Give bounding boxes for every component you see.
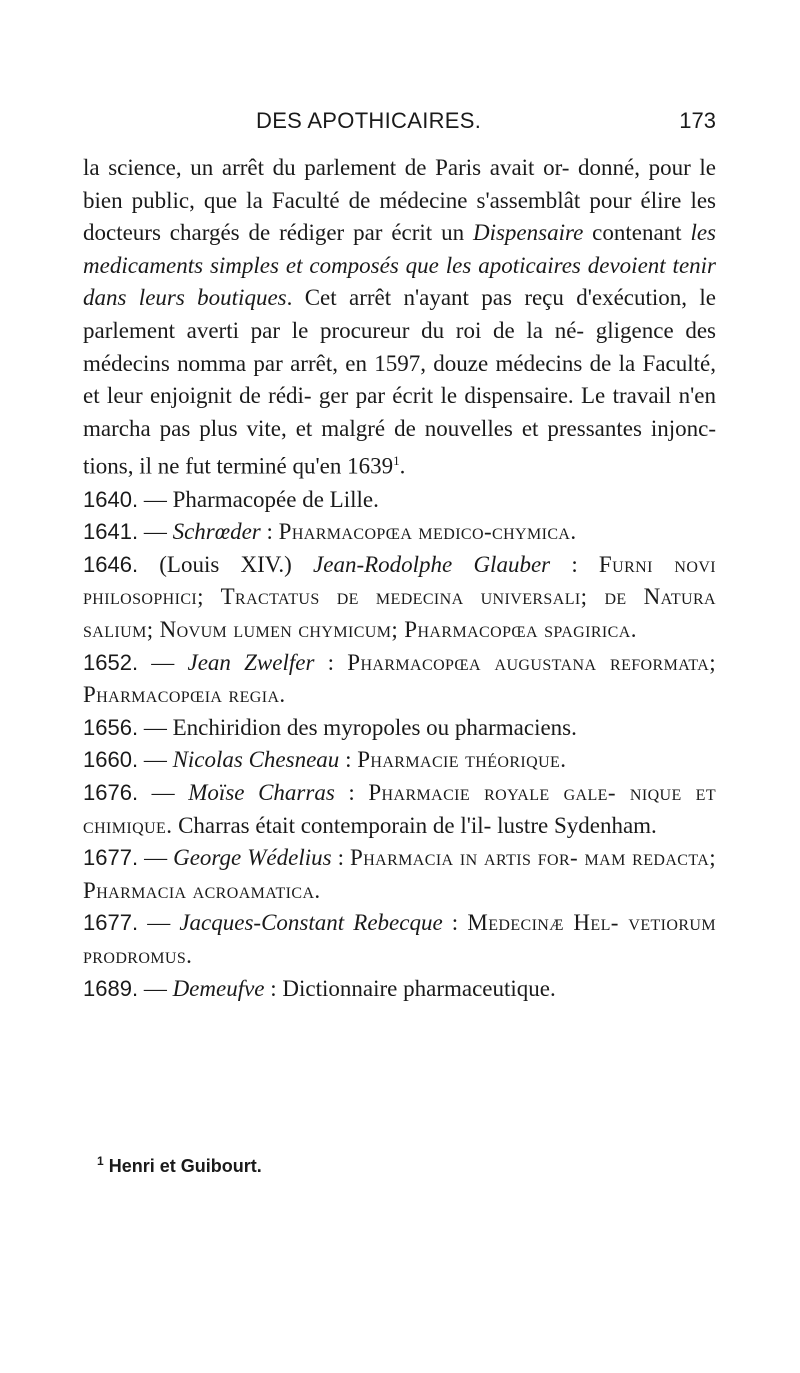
- entry-author: Jacques-Constant Rebecque: [179, 910, 443, 936]
- entry-title: Pharmacie théorique.: [357, 747, 567, 773]
- entry-colon: :: [331, 845, 350, 871]
- entry-year: 1677.: [83, 910, 139, 936]
- entry-colon: :: [334, 779, 369, 805]
- entry-separator: —: [138, 486, 173, 512]
- entry-separator: —: [138, 845, 174, 871]
- entry-author: Nicolas Chesneau: [172, 747, 340, 773]
- entry-separator: —: [138, 519, 173, 545]
- entry-author: Demeufve: [172, 975, 265, 1001]
- entry-separator: —: [138, 649, 188, 675]
- intro-text-3: . Cet arrêt n'ayant pas reçu d'exécution, le parlement averti par le procureur du roi de la né- gligence des médecins nomma par arrêt, en 1597, douze médecins de la Faculté, et leur enjoignit de rédi- ger par écrit le dispensaire. Le travail n'en marcha pas plus vite, et malgré de nouvelles et pressantes injonc- tions, il ne fut terminé qu'en 1639: [83, 285, 717, 479]
- entry-colon: :: [442, 910, 468, 936]
- entry-item: [83, 484, 716, 517]
- entry-author: George Wédelius: [173, 845, 332, 871]
- entry-year: 1641.: [83, 519, 139, 545]
- entry-separator: (Louis XIV.): [138, 551, 314, 577]
- entry-list: [83, 484, 716, 1006]
- intro-text-2: contenant: [583, 220, 691, 246]
- entry-item: [83, 549, 716, 647]
- entry-item: [83, 712, 716, 745]
- intro-italic-2: les medicaments simples et composés que les apoticaires devoient tenir dans leurs boutiques: [83, 220, 717, 311]
- entry-title: Pharmacopœa augustana reformata; Pharmacopœia regia.: [83, 649, 717, 708]
- intro-paragraph: [83, 152, 716, 484]
- entry-year: 1689.: [83, 975, 139, 1001]
- footnote-mark: 1: [97, 1154, 104, 1168]
- entry-author: Jean-Rodolphe Glauber: [313, 551, 551, 577]
- entry-year: 1656.: [83, 714, 139, 740]
- footnote: [97, 1154, 262, 1177]
- entry-title: Medecinæ Hel- vetiorum prodromus.: [83, 910, 717, 968]
- entry-item: [83, 744, 716, 777]
- entry-separator: —: [138, 779, 189, 805]
- entry-year: 1660.: [83, 747, 139, 773]
- entry-separator: —: [138, 975, 173, 1001]
- entry-item: [83, 777, 716, 842]
- intro-italic-1: Dispensaire: [472, 220, 584, 246]
- entry-separator: —: [138, 714, 173, 740]
- entry-text: Pharmacopée de Lille.: [172, 486, 379, 512]
- entry-item: [83, 842, 716, 907]
- page-header: [0, 108, 800, 138]
- entry-item: [83, 516, 716, 549]
- entry-year: 1640.: [83, 486, 139, 512]
- entry-title: Pharmacie royale gale- nique et chimique.: [83, 779, 717, 838]
- entry-text: Enchiridion des myropoles ou pharmaciens.: [172, 714, 577, 740]
- entry-note: Charras était contemporain de l'il- lustre Sydenham.: [172, 812, 657, 838]
- entry-item: [83, 973, 716, 1006]
- entry-item: [83, 907, 716, 972]
- entry-separator: —: [138, 747, 173, 773]
- entry-colon: :: [314, 649, 348, 675]
- page-number: 173: [679, 108, 716, 133]
- entry-colon: :: [264, 975, 283, 1001]
- intro-text-1: la science, un arrêt du parlement de Paris avait or- donné, pour le bien public, que la Faculté de médecine s'assemblât pour élire les docteurs chargés de rédiger par écrit un: [83, 155, 716, 246]
- entry-year: 1646.: [83, 551, 139, 577]
- footnote-text: Henri et Guibourt.: [103, 1156, 262, 1176]
- footnote-reference: 1: [393, 453, 400, 469]
- entry-separator: —: [138, 910, 180, 936]
- entry-year: 1676.: [83, 779, 139, 805]
- running-title: DES APOTHICAIRES.: [256, 108, 482, 133]
- entry-colon: :: [339, 747, 358, 773]
- entry-author: Moïse Charras: [188, 779, 335, 805]
- entry-title: Pharmacia in artis for- mam redacta; Pharmacia acroamatica.: [83, 845, 717, 903]
- intro-text-4: .: [399, 454, 406, 479]
- entry-year: 1652.: [83, 649, 139, 675]
- entry-colon: :: [260, 519, 279, 545]
- entry-author: Jean Zwelfer: [187, 649, 315, 675]
- entry-author: Schrœder: [172, 519, 261, 545]
- entry-colon: :: [550, 551, 599, 577]
- entry-title: Pharmacopœa medico-chymica.: [278, 519, 577, 545]
- entry-year: 1677.: [83, 845, 139, 871]
- entry-text: Dictionnaire pharmaceutique.: [282, 975, 556, 1001]
- entry-item: [83, 647, 716, 712]
- page-body: [83, 152, 716, 1005]
- entry-title: Furni novi philosophici; Tractatus de medecina universali; de Natura salium; Novum lumen chymicum; Pharmacopœa spagirica.: [83, 551, 717, 642]
